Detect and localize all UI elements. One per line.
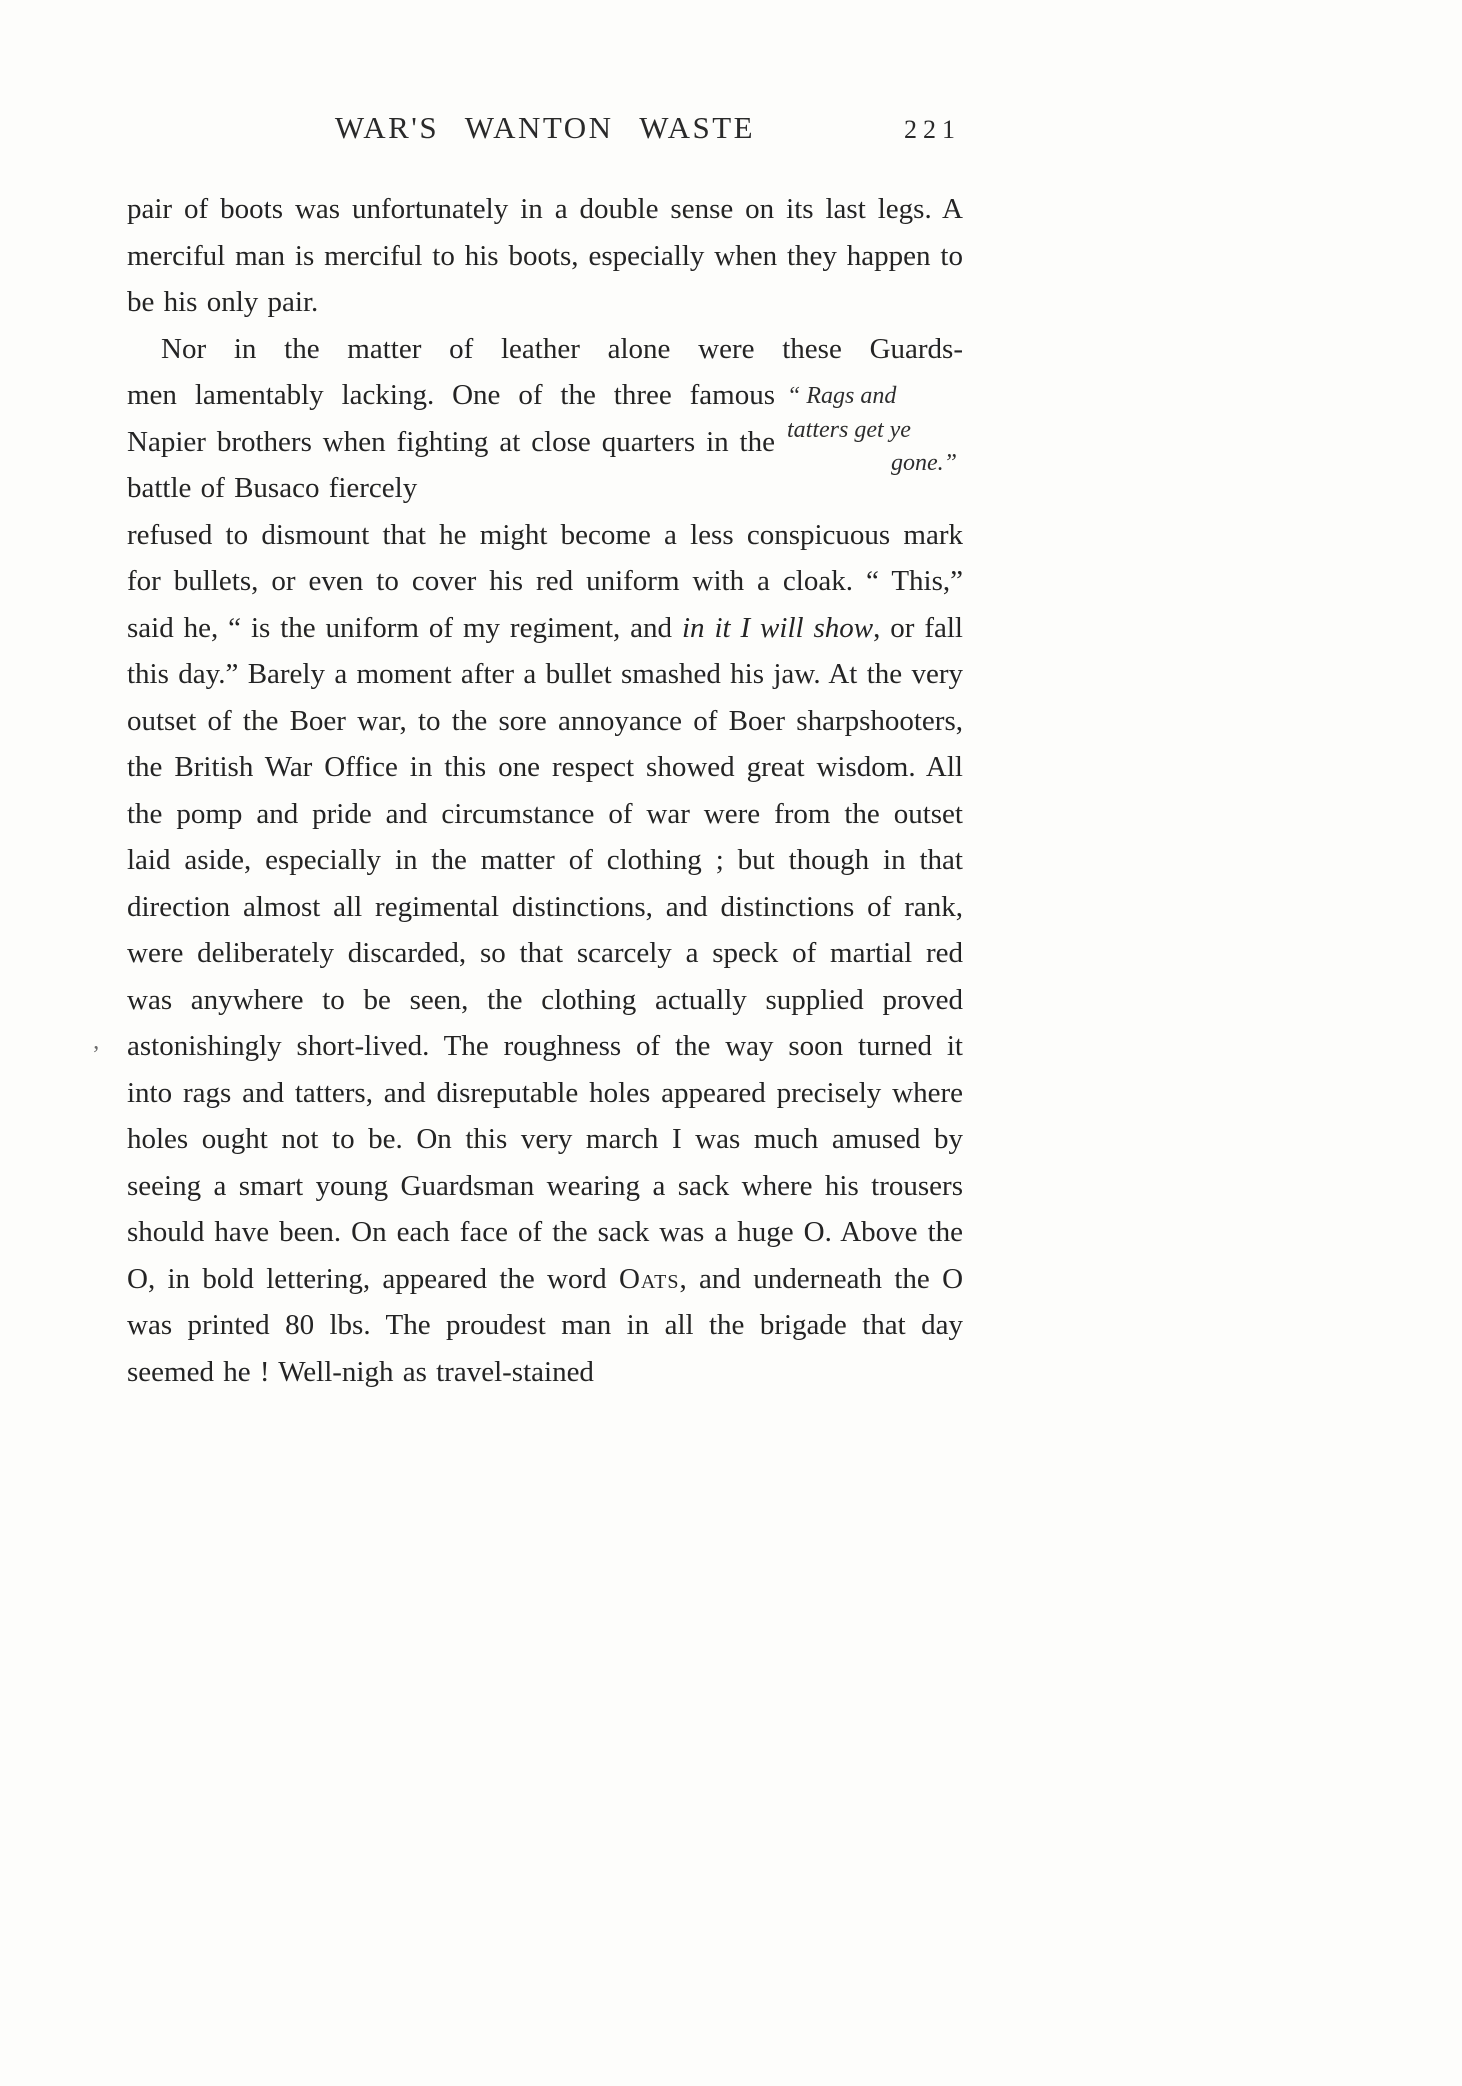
smallcaps-word-oats: Oats	[618, 1262, 680, 1295]
paragraph-napier-first-line: Nor in the matter of leather alone were these Guards-	[161, 332, 963, 365]
scan-artifact-mark: ’	[92, 1042, 100, 1068]
sidenote-line-1: “ Rags and	[787, 383, 897, 409]
marginal-sidenote	[787, 380, 963, 481]
sidenote-line-2: tatters get ye	[787, 416, 911, 443]
page-number: 221	[904, 115, 961, 144]
cutin-note-row	[127, 372, 963, 512]
paragraph-text-run: , or fall this day.” Barely a moment after a bullet smashed his jaw. At the very outset of the Boer war, to the sore annoyance of Boer sharpshooters, the British War Office in this one respect showed great wisdom. All the pomp and pride and circumstance of war were from the outset laid aside, especially in the matter of clothing ; but though in that direction almost all regimental distinctions, and distinctions of rank, were deliberately discarded, so that scarcely a speck of martial red was anywhere to be seen, the clothing actually supplied proved astonishingly short-lived. The roughness of the way soon turned it into rags and tatters, and disreputable holes appeared precisely where holes ought not to be. On this very march I was much amused by seeing a smart young Guardsman wearing a sack where his trousers should have been. On each face of the sack was a huge O. Above the O, in bold lettering, appeared the word	[127, 611, 963, 1295]
paragraph-napier	[127, 326, 963, 1396]
paragraph-text-run: refused to dismount that he might become a less conspicuous mark for bullets, or even to cover his red uniform with a cloak. “ This,” said he, “ is the uniform of my regiment, and	[127, 518, 963, 644]
text-block	[127, 110, 963, 1395]
italic-phrase: in it I will show	[681, 611, 874, 644]
paragraph-text-run: , and underneath the O was printed 80 lbs. The proudest man in all the brigade that day seemed he ! Well-nigh as travel-stained	[127, 1262, 964, 1388]
running-title: WAR'S WANTON WASTE	[334, 110, 756, 145]
paragraph-napier-narrow-text: men lamentably lacking. One of the three famous Napier brothers when fighting at close quarters in the battle of Busaco fiercely	[127, 379, 775, 504]
page-header	[127, 110, 963, 156]
paragraph-napier-rest	[127, 512, 963, 1396]
sidenote-line-3: gone.”	[891, 450, 957, 476]
paragraph-continuation: pair of boots was unfortunately in a double sense on its last legs. A merciful man is merciful to his boots, especially when they happen to be his only pair.	[127, 193, 963, 318]
